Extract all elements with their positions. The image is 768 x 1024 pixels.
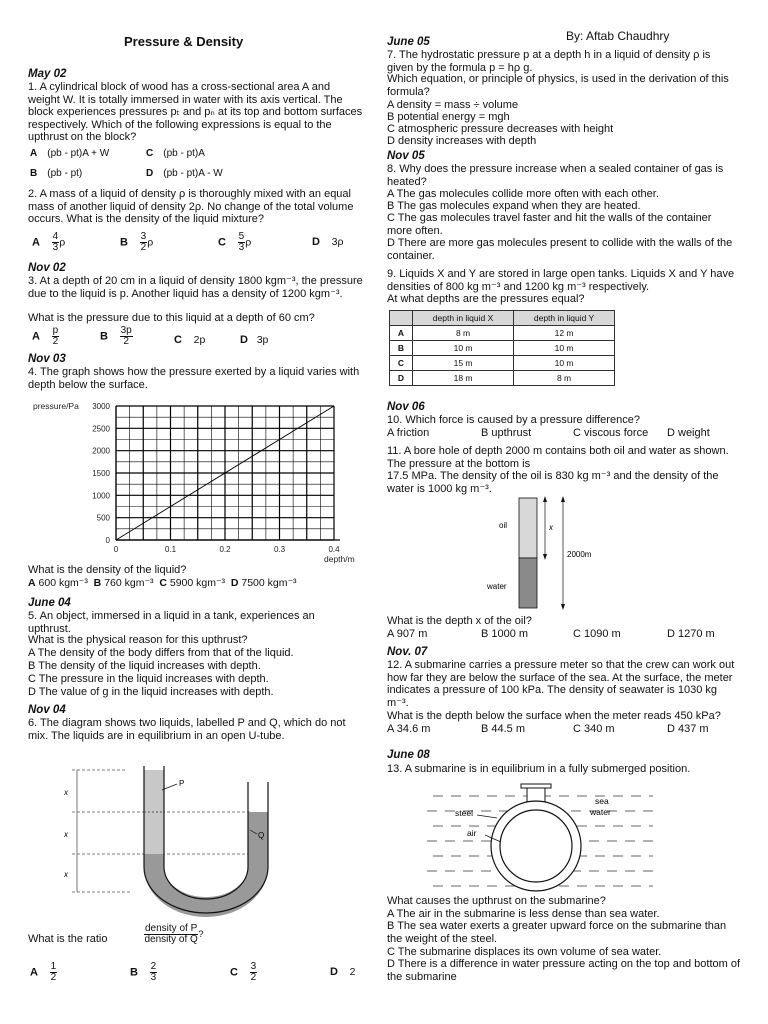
session-label: June 05 (387, 36, 430, 48)
q1-option-a: A (pb - pt)A + W (30, 148, 110, 159)
svg-text:2000m: 2000m (567, 550, 592, 559)
table-row: D 18 m 8 m (390, 371, 615, 386)
ratio-fraction: $\frac{\text{density of P}}{\text{density of Q}}$ ? (144, 923, 204, 945)
svg-text:air: air (467, 828, 477, 838)
fraction: $\frac{3}{2}$ (140, 231, 147, 253)
svg-text:P: P (179, 779, 185, 788)
session-label: May 02 (28, 68, 67, 80)
q8-option-d: D There are more gas molecules present to collide with the walls of the container. (387, 237, 733, 262)
question-3-text: 3. At a depth of 20 cm in a liquid of density 1800 kgm⁻³, the pressure due to the liquid is p. Another liquid has a density of 1200 kgm⁻³. (28, 275, 363, 300)
submarine-diagram (427, 784, 657, 894)
q3-option-d: D 3p (240, 334, 269, 346)
y-tick-label: 3000 (92, 402, 110, 411)
q12-option-d: D 437 m (667, 723, 709, 735)
q5-option-a: A The density of the body differs from that of the liquid. (28, 647, 294, 659)
x-axis-label: depth/m (324, 554, 355, 564)
session-label: Nov 06 (387, 401, 425, 413)
q6-option-a: A $\frac{1}{2}$ (30, 961, 57, 983)
y-tick-label: 2500 (92, 424, 110, 434)
q2-option-d: D 3ρ (312, 236, 344, 248)
x-tick-label: 0.1 (164, 545, 177, 554)
question-12-prompt: What is the depth below the surface when the meter reads 450 kPa? (387, 710, 721, 722)
question-4-prompt: What is the density of the liquid? (28, 564, 187, 576)
table-row: C 15 m 10 m (390, 356, 615, 371)
fraction: $\frac{3p}{2}$ (120, 325, 132, 347)
q13-option-b: B The sea water exerts a greater upward force on the submarine than the weight of the steel. (387, 920, 727, 945)
y-tick-label: 1500 (92, 469, 110, 478)
fraction: $\frac{1}{2}$ (50, 961, 57, 983)
y-tick-label: 1000 (92, 491, 110, 501)
q6-option-b: B $\frac{2}{3}$ (130, 961, 157, 983)
q6-option-c: C $\frac{3}{2}$ (230, 961, 257, 983)
oil-column (519, 498, 537, 558)
question-5-prompt: What is the physical reason for this upthrust? (28, 634, 248, 646)
q1-option-d: D (pb - pt)A - W (146, 168, 223, 179)
q8-option-b: B The gas molecules expand when they are heated. (387, 200, 641, 212)
x-tick-label: 0.2 (219, 545, 231, 554)
q1-option-c: C (pb - pt)A (146, 148, 205, 159)
q7-option-c: C atmospheric pressure decreases with height (387, 123, 614, 135)
q10-option-d: D weight (667, 427, 710, 439)
q12-option-b: B 44.5 m (481, 723, 526, 735)
q7-option-a: A density = mass ÷ volume (387, 99, 519, 111)
fraction: $\frac{4}{3}$ (52, 231, 59, 253)
fraction: $\frac{5}{3}$ (238, 231, 245, 253)
page-title: Pressure & Density (124, 34, 244, 49)
table-row: B 10 m 10 m (390, 341, 615, 356)
session-label: Nov 04 (28, 704, 66, 716)
question-9-text: 9. Liquids X and Y are stored in large open tanks. Liquids X and Y have densities of 800 kg m⁻³ and 1200 kg m⁻³ respectively. (387, 268, 735, 293)
q11-option-c: C 1090 m (573, 628, 621, 640)
question-13-prompt: What causes the upthrust on the submarine? (387, 895, 606, 907)
x-tick-label: 0.3 (273, 545, 286, 554)
question-8-text: 8. Why does the pressure increase when a sealed container of gas is heated? (387, 163, 724, 188)
q2-option-b: B $\frac{3}{2}$ ρ (120, 231, 154, 253)
q11-option-b: B 1000 m (481, 628, 529, 640)
q3-option-a: A $\frac{p}{2}$ (32, 325, 59, 347)
svg-text:Q: Q (258, 831, 265, 840)
fraction: $\frac{3}{2}$ (250, 961, 257, 983)
question-7-prompt: Which equation, or principle of physics, is used in the derivation of this formula? (387, 73, 729, 98)
q2-option-c: C $\frac{5}{3}$ ρ (218, 231, 252, 253)
table-row: A 8 m 12 m (390, 326, 615, 341)
svg-text:sea: sea (595, 796, 609, 806)
question-6-prompt: What is the ratio (28, 933, 108, 945)
svg-text:oil: oil (499, 521, 508, 530)
svg-text:x: x (64, 788, 68, 797)
x-tick-label: 0 (113, 545, 119, 554)
q13-option-d: D There is a difference in water pressure acting on the top and bottom of the submarine (387, 958, 741, 983)
question-12-text: 12. A submarine carries a pressure meter so that the crew can work out how far they are below the surface of the sea. At the surface, the meter indicates a pressure of 100 kPa. The density of seawater is 1030 kg m⁻³. (387, 659, 735, 709)
q7-option-b: B potential energy = mgh (387, 111, 510, 123)
question-9-prompt: At what depths are the pressures equal? (387, 293, 585, 305)
svg-text:water: water (590, 807, 611, 817)
q4-options: A 600 kgm⁻³ B 760 kgm⁻³ C 5900 kgm⁻³ D 7500 kgm⁻³ (28, 577, 297, 589)
pressure-depth-chart (28, 392, 368, 564)
y-tick-label: 2000 (92, 446, 110, 456)
q10-option-c: C viscous force (573, 427, 649, 439)
fraction: $\frac{2}{3}$ (150, 961, 157, 983)
question-2-text: 2. A mass of a liquid of density ρ is thoroughly mixed with an equal mass of another liquid of density 2ρ. No change of the total volume occurs. What is the density of the liquid mixture? (28, 188, 354, 226)
q6-option-d: D 2 (330, 966, 356, 978)
q11-option-d: D 1270 m (667, 628, 715, 640)
svg-text:x: x (64, 870, 68, 879)
table-header-row (390, 311, 615, 326)
author-credit: By: Aftab Chaudhry (566, 29, 670, 43)
question-13-text: 13. A submarine is in equilibrium in a fully submerged position. (387, 763, 691, 775)
session-label: Nov 05 (387, 150, 425, 162)
q3-option-b: B $\frac{3p}{2}$ (100, 325, 132, 347)
session-label: June 08 (387, 749, 430, 761)
u-tube-diagram (64, 762, 265, 912)
q12-option-c: C 340 m (573, 723, 615, 735)
q11-option-a: A 907 m (387, 628, 428, 640)
q5-option-d: D The value of g in the liquid increases with depth. (28, 686, 274, 698)
q5-option-b: B The density of the liquid increases with depth. (28, 660, 261, 672)
q12-option-a: A 34.6 m (387, 723, 431, 735)
question-7-text: 7. The hydrostatic pressure p at a depth h in a liquid of density ρ is given by the formula p = hρ g. (387, 49, 711, 74)
q8-option-a: A The gas molecules collide more often with each other. (387, 188, 659, 200)
fraction: $\frac{p}{2}$ (52, 325, 59, 347)
x-tick-label: 0.4 (328, 545, 340, 554)
question-11-prompt: What is the depth x of the oil? (387, 615, 532, 627)
svg-text:water: water (487, 582, 507, 591)
question-4-text: 4. The graph shows how the pressure exerted by a liquid varies with depth below the surface. (28, 366, 360, 391)
question-11-data: 17.5 MPa. The density of the oil is 830 kg m⁻³ and the density of the water is 1000 kg m⁻³. (387, 470, 719, 495)
column-header: depth in liquid Y (514, 311, 615, 326)
y-tick-label: 0 (105, 536, 110, 545)
session-label: Nov 03 (28, 353, 66, 365)
svg-text:steel: steel (455, 808, 473, 818)
q9-table (389, 310, 615, 386)
question-10-text: 10. Which force is caused by a pressure difference? (387, 414, 640, 426)
borehole-diagram (487, 494, 627, 618)
y-axis-label: pressure/Pa (33, 401, 79, 411)
q13-option-c: C The submarine displaces its own volume of sea water. (387, 946, 662, 958)
svg-text:x: x (64, 830, 68, 839)
fraction: $\frac{\text{density of P}}{\text{density of Q}}$ (144, 923, 198, 945)
water-column (519, 558, 537, 608)
question-6-text: 6. The diagram shows two liquids, labelled P and Q, which do not mix. The liquids are in equilibrium in an open U-tube. (28, 717, 346, 742)
q8-option-c: C The gas molecules travel faster and hit the walls of the container more often. (387, 212, 712, 237)
question-5-text: 5. An object, immersed in a liquid in a tank, experiences an upthrust. (28, 610, 315, 635)
svg-text:x: x (549, 523, 553, 532)
q3-option-c: C 2p (174, 334, 206, 346)
session-label: Nov 02 (28, 262, 66, 274)
q10-option-b: B upthrust (481, 427, 532, 439)
question-1-text: 1. A cylindrical block of wood has a cross-sectional area A and weight W. It is totally immersed in water with its axis vertical. The block experiences pressures pₜ and pₙ at its top and bottom surfaces respectively. Which of the following expressions is equal to the upthrust on the block? (28, 81, 363, 144)
q10-option-a: A friction (387, 427, 430, 439)
q2-option-a: A $\frac{4}{3}$ ρ (32, 231, 66, 253)
q5-option-c: C The pressure in the liquid increases with depth. (28, 673, 269, 685)
column-header: depth in liquid X (413, 311, 514, 326)
air-space (500, 810, 572, 882)
liquid-q (154, 770, 258, 907)
q7-option-d: D density increases with depth (387, 135, 537, 147)
session-label: Nov. 07 (387, 646, 428, 658)
q13-option-a: A The air in the submarine is less dense than sea water. (387, 908, 660, 920)
question-11-text: 11. A bore hole of depth 2000 m contains both oil and water as shown. The pressure at the bottom is (387, 445, 729, 470)
question-3-prompt: What is the pressure due to this liquid at a depth of 60 cm? (28, 312, 315, 324)
y-tick-label: 500 (96, 513, 110, 523)
q1-option-b: B (pb - pt) (30, 168, 83, 179)
session-label: June 04 (28, 597, 71, 609)
